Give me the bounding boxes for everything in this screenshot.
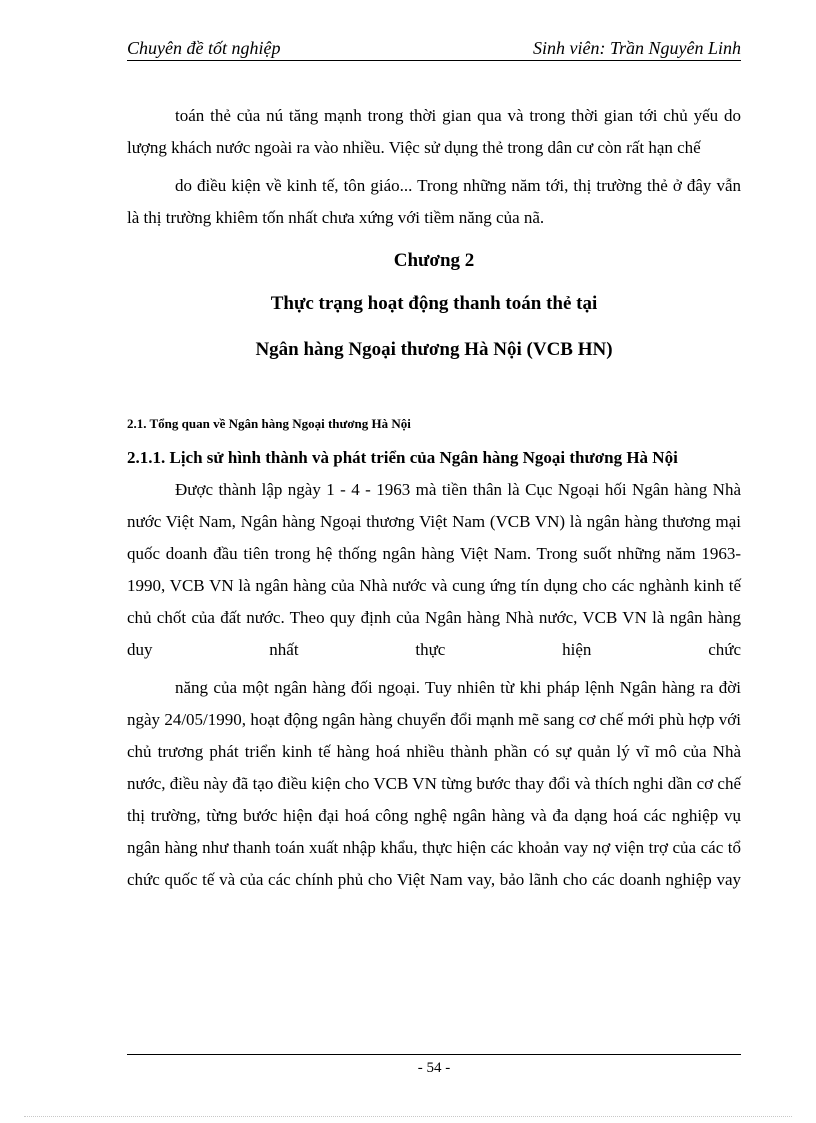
footer-divider <box>127 1054 741 1055</box>
paragraph-bank-reform: năng của một ngân hàng đối ngoại. Tuy nhiên từ khi pháp lệnh Ngân hàng ra đời ngày 24/05/1990, hoạt động ngân hàng chuyển đổi mạnh mẽ sang cơ chế mới phù hợp với chủ trương phát triển kinh tế hàng hoá nhiều thành phần có sự quản lý vĩ mô của Nhà nước, điều này đã tạo điều kiện cho VCB VN từng bước thay đổi và thích nghi dần cơ chế thị trường, từng bước hiện đại hoá công nghệ ngân hàng và đa dạng hoá các nghiệp vụ ngân hàng như thanh toán xuất nhập khẩu, thực hiện các khoản vay nợ viện trợ của các tổ chức quốc tế và của các chính phủ cho Việt Nam vay, bảo lãnh cho các doanh nghiệp vay <box>127 678 741 889</box>
header-document-title: Chuyên đề tốt nghiệp <box>127 38 281 58</box>
page-bottom-dotted-edge <box>24 1116 792 1117</box>
paragraph-bank-history: Được thành lập ngày 1 - 4 - 1963 mà tiền thân là Cục Ngoại hối Ngân hàng Nhà nước Việt Nam, Ngân hàng Ngoại thương Việt Nam (VCB VN) là ngân hàng thương mại quốc doanh đầu tiên trong hệ thống ngân hàng Việt Nam. Trong suốt những năm 1963-1990, VCB VN là ngân hàng của Nhà nước và cung ứng tín dụng cho các nghành kinh tế chủ chốt của đất nước. Theo quy định của Ngân hàng Nhà nước, VCB VN là ngân hàng duy nhất thực hiện chức <box>127 480 741 659</box>
page-header <box>127 36 741 61</box>
paragraph-market-conditions: do điều kiện về kinh tế, tôn giáo... Trong những năm tới, thị trường thẻ ở đây vẫn là thị trường khiêm tốn nhất chưa xứng với tiềm năng của nã. <box>127 176 741 227</box>
section-heading-2-1: 2.1. Tổng quan về Ngân hàng Ngoại thương Hà Nội <box>127 416 411 431</box>
header-author: Sinh viên: Trần Nguyên Linh <box>533 38 741 58</box>
paragraph-card-payment-intro: toán thẻ của nú tăng mạnh trong thời gian qua và trong thời gian tới chủ yếu do lượng khách nước ngoài ra vào nhiều. Việc sử dụng thẻ trong dân cư còn rất hạn chế <box>127 106 741 157</box>
chapter-title-line-1: Thực trạng hoạt động thanh toán thẻ tại <box>270 293 598 314</box>
page-number: - 54 - <box>417 1060 451 1076</box>
section-heading-2-1-1: 2.1.1. Lịch sử hình thành và phát triển của Ngân hàng Ngoại thương Hà Nội <box>127 448 678 467</box>
chapter-number: Chương 2 <box>393 250 475 271</box>
chapter-title-line-2: Ngân hàng Ngoại thương Hà Nội (VCB HN) <box>255 339 613 360</box>
page-body <box>127 100 741 896</box>
